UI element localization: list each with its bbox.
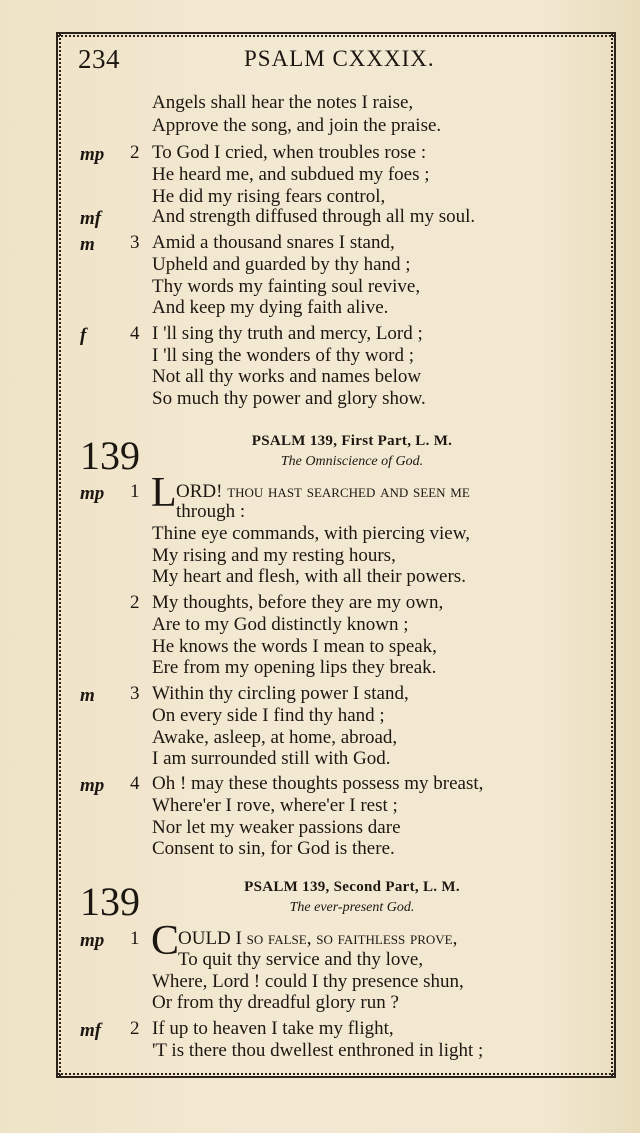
verse-line: Are to my God distinctly known ; xyxy=(152,614,409,635)
dynamic-marking: mp xyxy=(80,144,105,165)
verse-number: 2 xyxy=(130,592,140,613)
verse-number: 3 xyxy=(130,232,140,253)
verse-line: My thoughts, before they are my own, xyxy=(152,592,444,613)
verse-line: I 'll sing the wonders of thy word ; xyxy=(152,345,415,366)
border-left xyxy=(59,34,61,1076)
dynamic-marking: mp xyxy=(80,483,105,504)
verse-line: I am surrounded still with God. xyxy=(152,748,391,769)
verse-line: Nor let my weaker passions dare xyxy=(152,817,401,838)
verse-line: He heard me, and subdued my foes ; xyxy=(152,164,430,185)
verse-line: Oh ! may these thoughts possess my breast, xyxy=(152,773,484,794)
dynamic-marking: f xyxy=(80,325,87,346)
page-number: 234 xyxy=(78,44,120,74)
verse-line: Amid a thousand snares I stand, xyxy=(152,232,395,253)
hymn-title: PSALM 139, First Part, L. M. xyxy=(251,433,453,449)
page-title: PSALM CXXXIX. xyxy=(244,46,435,71)
verse-line: On every side I find thy hand ; xyxy=(152,705,385,726)
verse-number: 2 xyxy=(130,1018,140,1039)
hymn-title: PSALM 139, Second Part, L. M. xyxy=(244,879,460,895)
verse-line: Where, Lord ! could I thy presence shun, xyxy=(152,971,464,992)
hymn-number: 139 xyxy=(80,433,140,478)
verse-line: Consent to sin, for God is there. xyxy=(152,838,395,859)
verse-line: And strength diffused through all my soul. xyxy=(152,206,476,227)
verse-line: He did my rising fears control, xyxy=(152,186,386,207)
verse-line: Thine eye commands, with piercing view, xyxy=(152,523,470,544)
verse-line: through : xyxy=(176,501,246,522)
verse-line: To quit thy service and thy love, xyxy=(178,949,424,970)
border-right xyxy=(611,34,613,1076)
verse-line: He knows the words I mean to speak, xyxy=(152,636,437,657)
verse-line: Angels shall hear the notes I raise, xyxy=(152,92,414,113)
hymn-subtitle: The ever-present God. xyxy=(289,900,415,915)
verse-line: Or from thy dreadful glory run ? xyxy=(152,992,399,1013)
verse-line: OULD I so false, so faithless prove, xyxy=(178,928,458,949)
verse-line: ORD! thou hast searched and seen me xyxy=(176,481,470,502)
verse-line: Ere from my opening lips they break. xyxy=(152,657,437,678)
verse-line: I 'll sing thy truth and mercy, Lord ; xyxy=(152,323,423,344)
verse-line: And keep my dying faith alive. xyxy=(152,297,389,318)
verse-line: My rising and my resting hours, xyxy=(152,545,396,566)
verse-line: Not all thy works and names below xyxy=(152,366,422,387)
dynamic-marking: m xyxy=(80,234,95,255)
verse-number: 2 xyxy=(130,142,140,163)
verse-line: To God I cried, when troubles rose : xyxy=(152,142,427,163)
verse-line: My heart and flesh, with all their powers. xyxy=(152,566,466,587)
verse-line: Approve the song, and join the praise. xyxy=(152,115,442,136)
verse-line: 'T is there thou dwellest enthroned in light ; xyxy=(152,1040,484,1061)
dynamic-marking: mp xyxy=(80,775,105,796)
verse-number: 3 xyxy=(130,683,140,704)
verse-line: Upheld and guarded by thy hand ; xyxy=(152,254,411,275)
verse-line: Awake, asleep, at home, abroad, xyxy=(152,727,398,748)
verse-number: 1 xyxy=(130,928,140,949)
dynamic-marking: mf xyxy=(80,1020,102,1041)
dynamic-marking: mp xyxy=(80,930,105,951)
verse-line: Thy words my fainting soul revive, xyxy=(152,276,421,297)
verse-number: 1 xyxy=(130,481,140,502)
verse-number: 4 xyxy=(130,323,140,344)
verse-line: Where'er I rove, where'er I rest ; xyxy=(152,795,398,816)
verse-line: If up to heaven I take my flight, xyxy=(152,1018,394,1039)
drop-cap: C xyxy=(151,918,180,964)
hymn-number: 139 xyxy=(80,879,140,924)
verse-number: 4 xyxy=(130,773,140,794)
drop-cap: L xyxy=(151,470,177,516)
dynamic-marking: m xyxy=(80,685,95,706)
verse-line: So much thy power and glory show. xyxy=(152,388,426,409)
verse-line: Within thy circling power I stand, xyxy=(152,683,409,704)
hymn-subtitle: The Omniscience of God. xyxy=(280,454,424,469)
dynamic-marking: mf xyxy=(80,208,102,229)
